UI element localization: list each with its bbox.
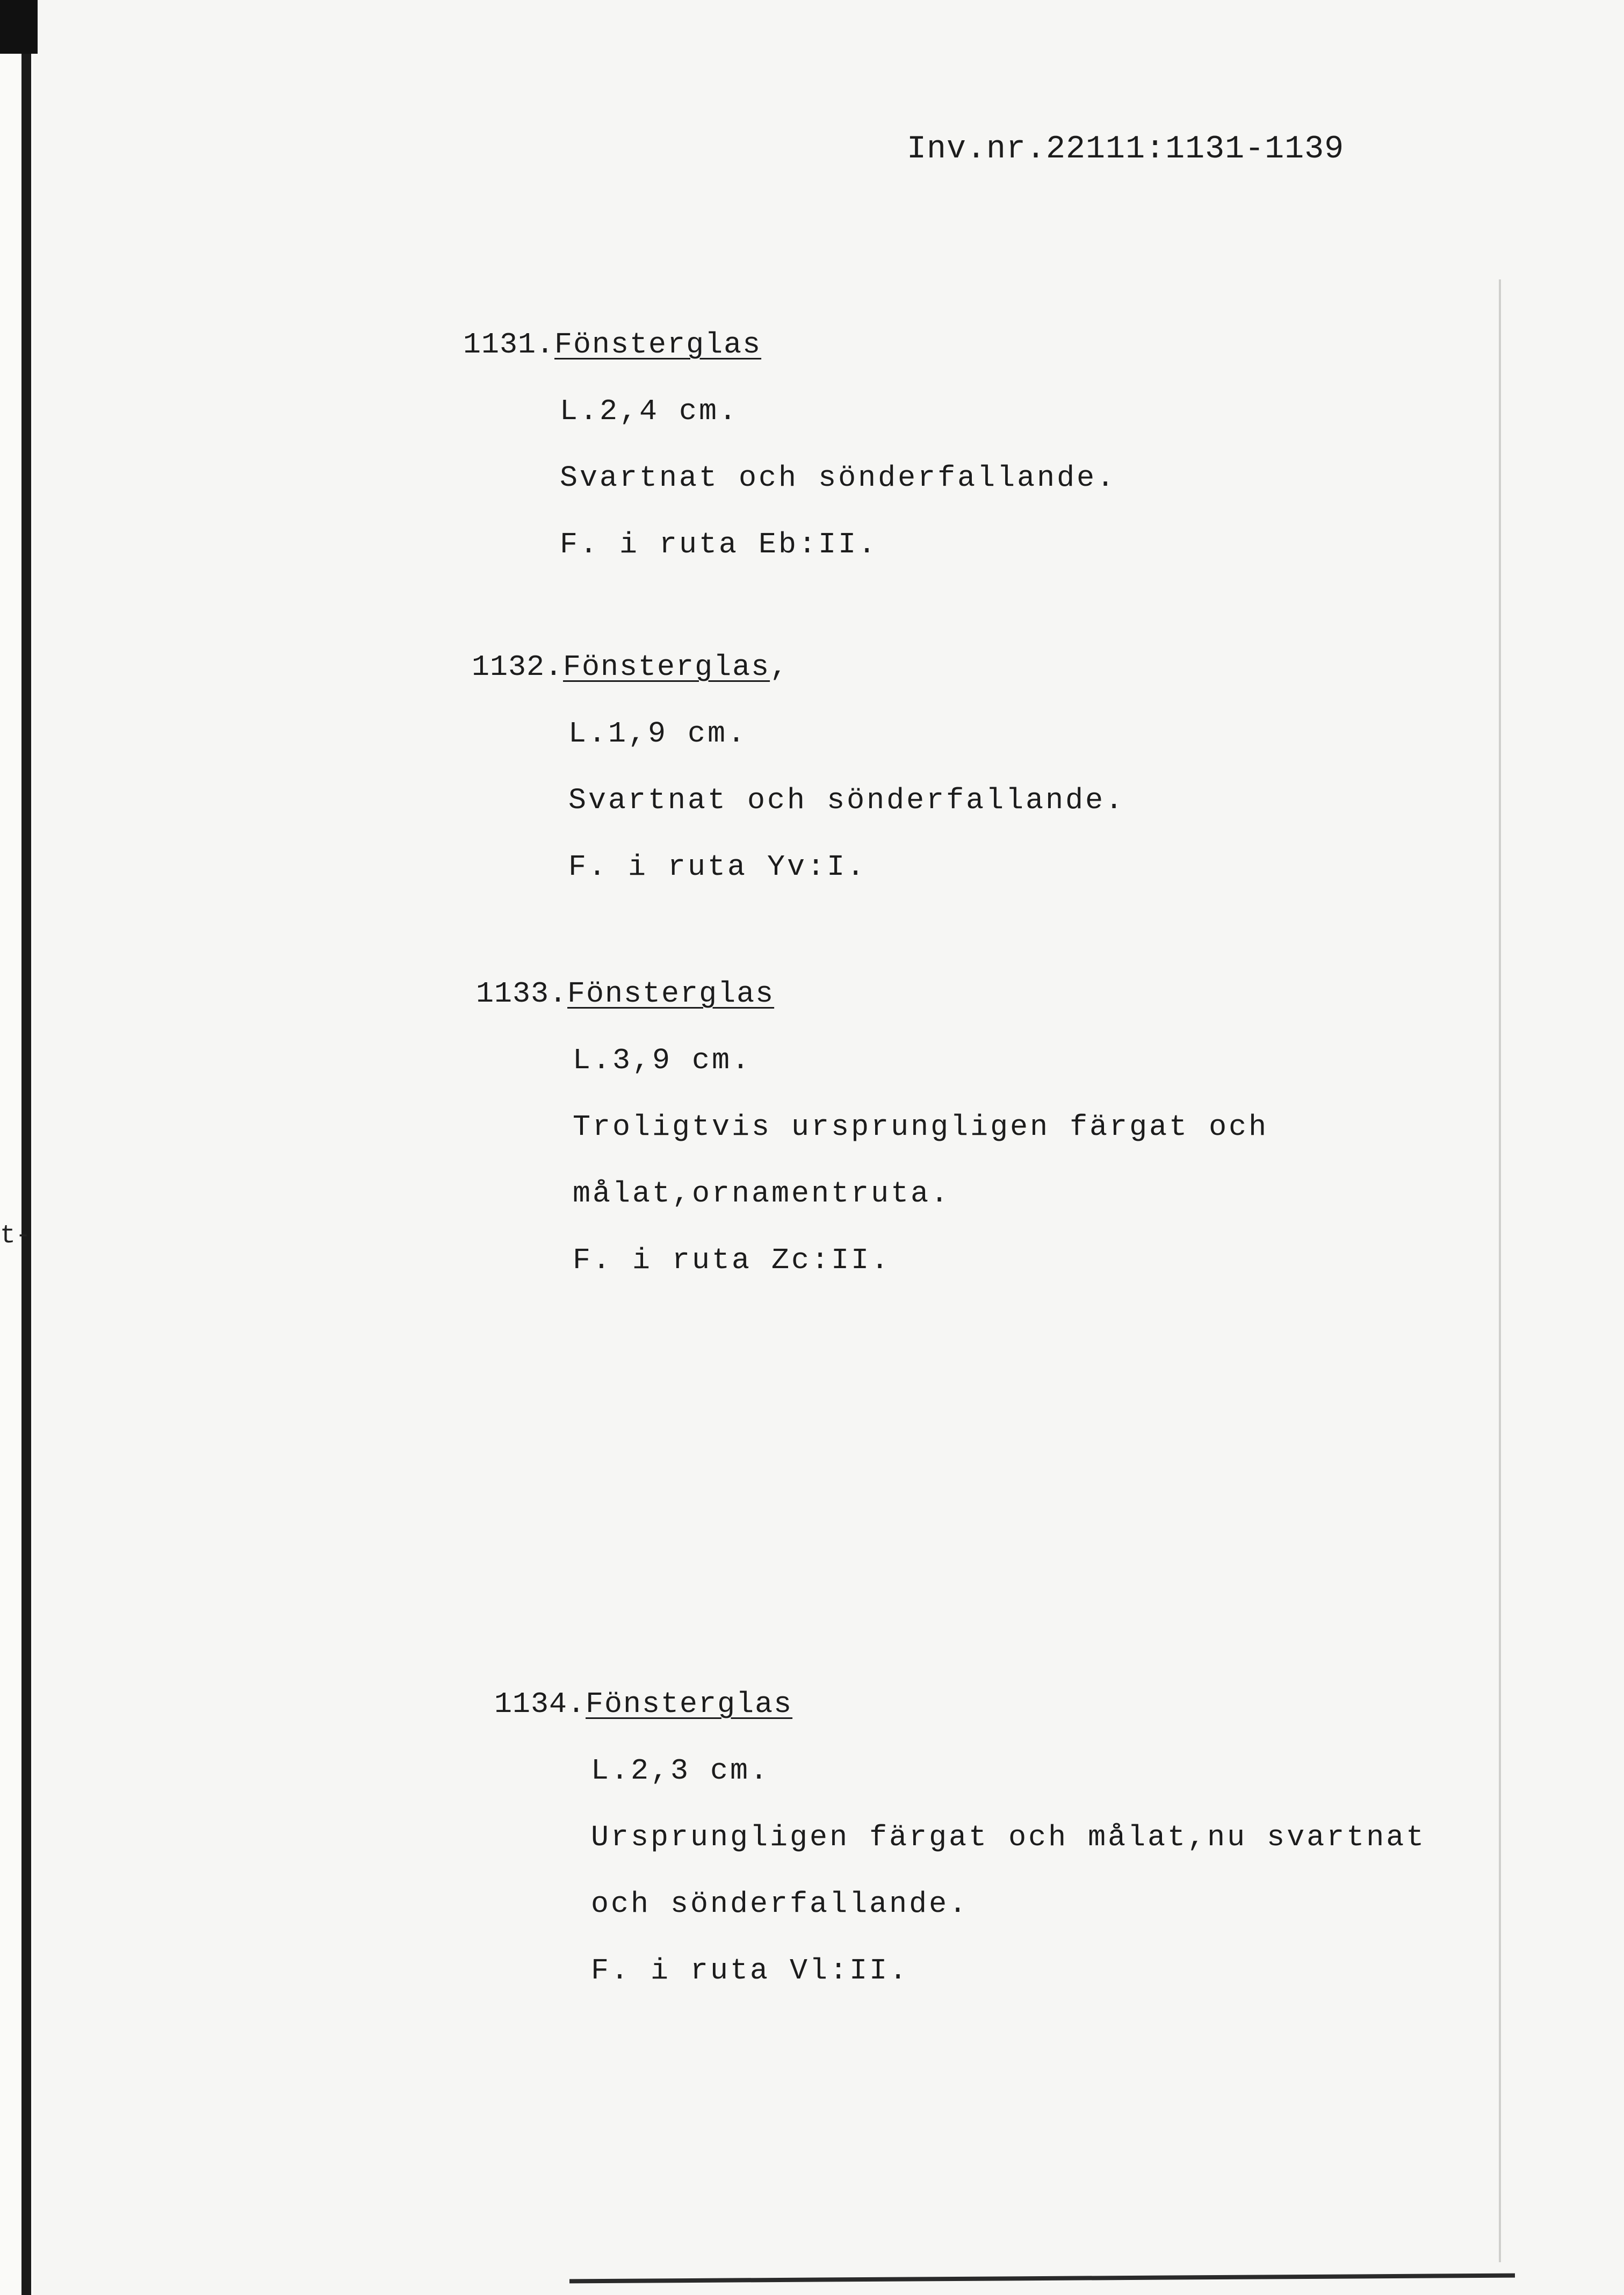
entry-heading bbox=[472, 634, 1125, 701]
entry-find-location: F. i ruta Yv:I. bbox=[568, 850, 867, 884]
entry-number: 1132. bbox=[472, 650, 564, 684]
entry-length: L.2,3 cm. bbox=[591, 1754, 770, 1788]
catalog-entry bbox=[472, 634, 1125, 901]
entry-length: L.2,4 cm. bbox=[560, 394, 739, 428]
entry-title: Fönsterglas bbox=[554, 328, 762, 362]
entry-description: Svartnat och sönderfallande. bbox=[560, 461, 1117, 495]
catalog-entry bbox=[494, 1671, 1426, 2004]
entry-description: Ursprungligen färgat och målat,nu svartnat bbox=[591, 1821, 1426, 1854]
page-bottom-edge bbox=[569, 2274, 1515, 2284]
entry-heading bbox=[463, 312, 1116, 378]
binding-tab bbox=[0, 0, 38, 54]
binding-shadow bbox=[21, 0, 31, 2295]
page-right-edge bbox=[1499, 279, 1501, 2262]
entry-number: 1134. bbox=[494, 1687, 586, 1721]
margin-text-fragment: t- bbox=[0, 1221, 31, 1250]
entry-title: Fönsterglas bbox=[563, 650, 770, 684]
entry-description: Svartnat och sönderfallande. bbox=[568, 783, 1125, 817]
entry-heading bbox=[494, 1671, 1426, 1738]
catalog-entry bbox=[476, 961, 1268, 1294]
entry-number: 1133. bbox=[476, 977, 568, 1011]
catalog-entry bbox=[463, 312, 1116, 578]
entry-title: Fönsterglas bbox=[567, 977, 775, 1011]
entry-description-continued: och sönderfallande. bbox=[591, 1887, 969, 1921]
entry-title: Fönsterglas bbox=[586, 1687, 793, 1721]
entry-description: Troligtvis ursprungligen färgat och bbox=[573, 1110, 1269, 1144]
entry-title-suffix: , bbox=[770, 650, 788, 684]
entry-find-location: F. i ruta Zc:II. bbox=[573, 1243, 891, 1277]
entry-description-continued: målat,ornamentruta. bbox=[573, 1177, 951, 1211]
entry-find-location: F. i ruta Vl:II. bbox=[591, 1954, 910, 1988]
entry-length: L.1,9 cm. bbox=[568, 717, 748, 751]
entry-heading bbox=[476, 961, 1268, 1027]
entry-length: L.3,9 cm. bbox=[573, 1044, 752, 1077]
inventory-number: Inv.nr.22111:1131-1139 bbox=[907, 131, 1345, 168]
entry-find-location: F. i ruta Eb:II. bbox=[560, 528, 878, 562]
entry-number: 1131. bbox=[463, 328, 555, 362]
